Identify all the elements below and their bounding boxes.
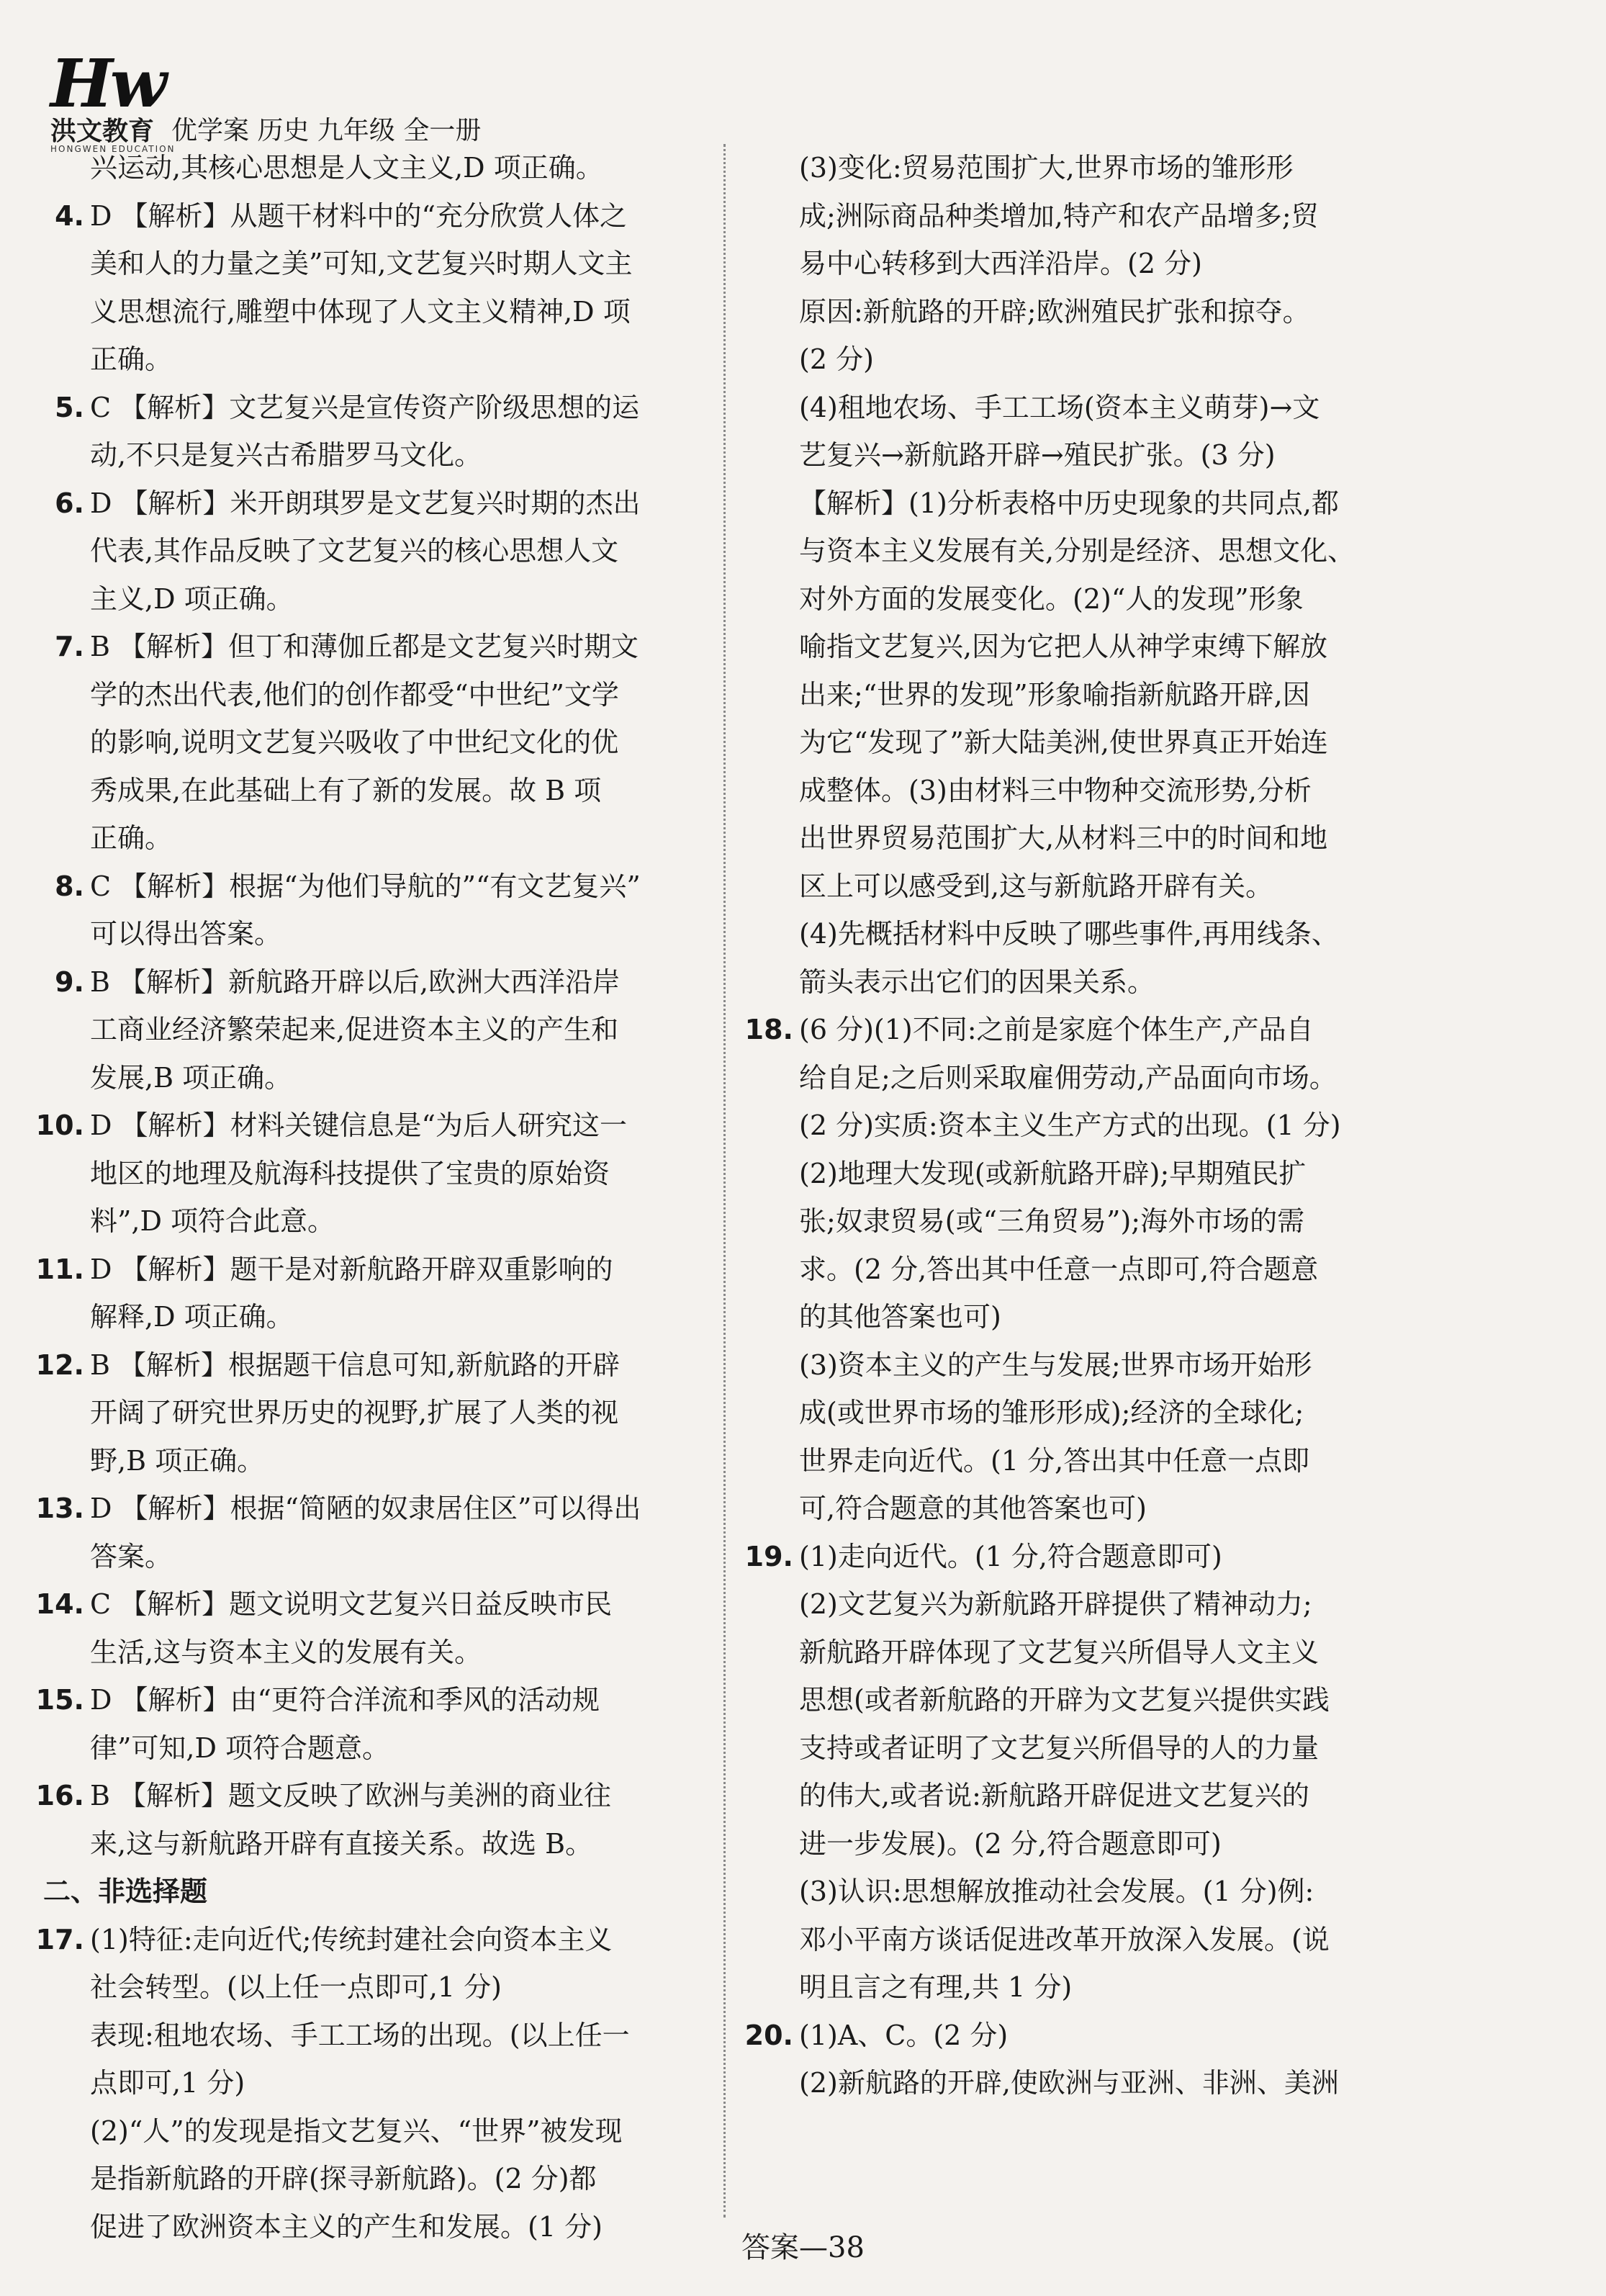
answer-text: D 【解析】材料关键信息是“为后人研究这一 bbox=[90, 1109, 627, 1141]
answer-text: 与资本主义发展有关,分别是经济、思想文化、 bbox=[799, 535, 1355, 567]
answer-text: 是指新航路的开辟(探寻新航路)。(2 分)都 bbox=[90, 2163, 597, 2194]
text-line bbox=[744, 1006, 1476, 1054]
answer-text: 支持或者证明了文艺复兴所倡导的人的力量 bbox=[799, 1732, 1319, 1764]
answer-text: (3)认识:思想解放推动社会发展。(1 分)例: bbox=[799, 1876, 1314, 1907]
text-line bbox=[90, 431, 749, 480]
text-line bbox=[90, 1963, 749, 2012]
text-line bbox=[90, 910, 749, 958]
page-header bbox=[50, 45, 914, 154]
text-line bbox=[90, 814, 749, 863]
answer-text: (2 分) bbox=[799, 343, 874, 375]
text-line bbox=[90, 144, 749, 192]
answer-text: (3)资本主义的产生与发展;世界市场开始形 bbox=[799, 1349, 1312, 1381]
brand-logo: Hw bbox=[50, 45, 165, 122]
text-line bbox=[799, 240, 1476, 288]
text-line bbox=[90, 1820, 749, 1868]
answer-text: (2)新航路的开辟,使欧洲与亚洲、非洲、美洲 bbox=[799, 2067, 1339, 2099]
text-line bbox=[799, 1724, 1476, 1773]
text-line bbox=[799, 1868, 1476, 1916]
text-line bbox=[90, 1150, 749, 1198]
answer-text: 成(或世界市场的雏形形成);经济的全球化; bbox=[799, 1397, 1304, 1428]
text-line bbox=[35, 1916, 749, 1964]
answer-text: 新航路开辟体现了文艺复兴所倡导人文主义 bbox=[799, 1636, 1319, 1668]
answer-text: 进一步发展)。(2 分,符合题意即可) bbox=[799, 1827, 1222, 1860]
text-line bbox=[90, 1054, 749, 1102]
question-number-label: 7. bbox=[55, 631, 84, 662]
answer-text: 来,这与新航路开辟有直接关系。故选 B。 bbox=[90, 1827, 593, 1860]
text-line bbox=[90, 1389, 749, 1437]
answer-text: 求。(2 分,答出其中任意一点即可,符合题意 bbox=[799, 1253, 1319, 1285]
text-line bbox=[90, 288, 749, 336]
question-number-label: 11. bbox=[35, 1253, 84, 1285]
answer-text: 给自足;之后则采取雇佣劳动,产品面向市场。 bbox=[799, 1061, 1337, 1094]
text-line bbox=[799, 1916, 1476, 1964]
text-line bbox=[35, 1341, 749, 1390]
text-line bbox=[799, 1629, 1476, 1677]
text-line bbox=[90, 575, 749, 623]
text-line bbox=[799, 910, 1476, 958]
question-number-label: 12. bbox=[35, 1349, 84, 1381]
text-line bbox=[799, 1772, 1476, 1820]
answer-text: 的影响,说明文艺复兴吸收了中世纪文化的优 bbox=[90, 726, 619, 758]
text-line bbox=[35, 1485, 749, 1533]
answer-text: B 【解析】题文反映了欧洲与美洲的商业往 bbox=[90, 1780, 612, 1811]
answer-text: (4)租地农场、手工工场(资本主义萌芽)→文 bbox=[799, 391, 1320, 423]
left-column bbox=[35, 144, 749, 2251]
text-line bbox=[90, 2059, 749, 2107]
answer-text: 成整体。(3)由材料三中物种交流形势,分析 bbox=[799, 774, 1312, 806]
text-line bbox=[799, 814, 1476, 863]
answer-text: 表现:租地农场、手工工场的出现。(以上任一 bbox=[90, 2019, 630, 2051]
page-number: 答案—38 bbox=[741, 2231, 865, 2264]
question-number-label: 17. bbox=[35, 1923, 84, 1955]
question-number-label: 4. bbox=[55, 199, 84, 232]
text-line bbox=[799, 1437, 1476, 1485]
text-line bbox=[90, 1724, 749, 1773]
answer-text: 思想(或者新航路的开辟为文艺复兴提供实践 bbox=[799, 1684, 1330, 1716]
answer-text: 的伟大,或者说:新航路开辟促进文艺复兴的 bbox=[799, 1780, 1309, 1811]
answer-text: (1)A、C。(2 分) bbox=[799, 2019, 1009, 2051]
text-line bbox=[90, 2155, 749, 2203]
answer-text: D 【解析】根据“简陋的奴隶居住区”可以得出 bbox=[90, 1493, 641, 1524]
text-line bbox=[799, 1150, 1476, 1198]
text-line bbox=[799, 1676, 1476, 1724]
text-line bbox=[799, 1820, 1476, 1868]
question-number-label: 10. bbox=[35, 1109, 84, 1141]
text-line bbox=[90, 1006, 749, 1054]
answer-text: 地区的地理及航海科技提供了宝贵的原始资 bbox=[90, 1157, 610, 1189]
text-line bbox=[799, 288, 1476, 336]
answer-text: B 【解析】但丁和薄伽丘都是文艺复兴时期文 bbox=[90, 631, 639, 662]
text-line bbox=[799, 1293, 1476, 1341]
answer-text: 成;洲际商品种类增加,特产和农产品增多;贸 bbox=[799, 199, 1319, 232]
question-number-label: 19. bbox=[744, 1540, 793, 1572]
answer-text: 答案。 bbox=[90, 1540, 173, 1572]
text-line bbox=[799, 623, 1476, 671]
answer-text: 明且言之有理,共 1 分) bbox=[799, 1971, 1073, 2003]
text-line bbox=[90, 719, 749, 767]
text-line bbox=[90, 527, 749, 575]
question-number-label: 5. bbox=[55, 391, 84, 423]
answer-text: 主义,D 项正确。 bbox=[90, 582, 294, 615]
answer-text: C 【解析】文艺复兴是宣传资产阶级思想的运 bbox=[90, 391, 640, 423]
answer-text: D 【解析】题干是对新航路开辟双重影响的 bbox=[90, 1253, 613, 1285]
answer-text: D 【解析】米开朗琪罗是文艺复兴时期的杰出 bbox=[90, 487, 641, 519]
answer-text: (1)特征:走向近代;传统封建社会向资本主义 bbox=[90, 1923, 613, 1955]
answer-text: 出世界贸易范围扩大,从材料三中的时间和地 bbox=[799, 822, 1328, 854]
question-number-label: 16. bbox=[35, 1780, 84, 1811]
answer-text: 箭头表示出它们的因果关系。 bbox=[799, 965, 1155, 998]
answer-text: 【解析】(1)分析表格中历史现象的共同点,都 bbox=[799, 487, 1339, 519]
question-number-label: 14. bbox=[35, 1588, 84, 1620]
answer-text: B 【解析】根据题干信息可知,新航路的开辟 bbox=[90, 1349, 621, 1381]
answer-text: 律”可知,D 项符合题意。 bbox=[90, 1732, 390, 1764]
answer-text: 为它“发现了”新大陆美洲,使世界真正开始连 bbox=[799, 726, 1328, 758]
text-line bbox=[90, 2012, 749, 2060]
text-line bbox=[799, 1197, 1476, 1246]
text-line bbox=[35, 1246, 749, 1294]
right-column bbox=[744, 144, 1476, 2107]
question-number-label: 6. bbox=[55, 487, 84, 519]
answer-text: 美和人的力量之美”可知,文艺复兴时期人文主 bbox=[90, 248, 633, 279]
text-line bbox=[799, 1485, 1476, 1533]
answer-text: D 【解析】从题干材料中的“充分欣赏人体之 bbox=[90, 199, 627, 232]
text-line bbox=[55, 384, 749, 432]
text-line bbox=[799, 1389, 1476, 1437]
answer-text: (3)变化:贸易范围扩大,世界市场的雏形形 bbox=[799, 152, 1294, 184]
answer-text: C 【解析】根据“为他们导航的”“有文艺复兴” bbox=[90, 870, 641, 902]
text-line bbox=[35, 1580, 749, 1629]
answer-text: 对外方面的发展变化。(2)“人的发现”形象 bbox=[799, 582, 1304, 615]
text-line bbox=[799, 1341, 1476, 1390]
text-line bbox=[799, 863, 1476, 911]
answer-text: 开阔了研究世界历史的视野,扩展了人类的视 bbox=[90, 1397, 619, 1428]
question-number-label: 18. bbox=[744, 1014, 793, 1045]
text-line bbox=[35, 1772, 749, 1820]
book-title: 优学案 历史 九年级 全一册 bbox=[171, 116, 482, 145]
text-line bbox=[799, 575, 1476, 623]
answer-text: 促进了欧洲资本主义的产生和发展。(1 分) bbox=[90, 2210, 603, 2243]
answer-text: (2)“人”的发现是指文艺复兴、“世界”被发现 bbox=[90, 2115, 623, 2147]
answer-text: 代表,其作品反映了文艺复兴的核心思想人文 bbox=[90, 535, 619, 567]
text-line bbox=[55, 863, 749, 911]
answer-text: 生活,这与资本主义的发展有关。 bbox=[90, 1636, 482, 1668]
text-line bbox=[35, 1676, 749, 1724]
text-line bbox=[799, 384, 1476, 432]
answer-text: 易中心转移到大西洋沿岸。(2 分) bbox=[799, 248, 1202, 279]
answer-text: 野,B 项正确。 bbox=[90, 1444, 265, 1477]
answer-text: (2)地理大发现(或新航路开辟);早期殖民扩 bbox=[799, 1157, 1307, 1189]
answer-text: 邓小平南方谈话促进改革开放深入发展。(说 bbox=[799, 1923, 1330, 1955]
question-number-label: 9. bbox=[55, 965, 84, 998]
answer-text: 义思想流行,雕塑中体现了人文主义精神,D 项 bbox=[90, 295, 631, 328]
answer-text: 区上可以感受到,这与新航路开辟有关。 bbox=[799, 870, 1273, 902]
text-line bbox=[799, 1963, 1476, 2012]
answer-text: 张;奴隶贸易(或“三角贸易”);海外市场的需 bbox=[799, 1205, 1305, 1237]
answer-text: 社会转型。(以上任一点即可,1 分) bbox=[90, 1971, 502, 2003]
text-line bbox=[744, 2012, 1476, 2060]
text-line bbox=[90, 1629, 749, 1677]
text-line bbox=[799, 431, 1476, 480]
text-line bbox=[799, 192, 1476, 240]
question-number-label: 20. bbox=[744, 2019, 793, 2051]
text-line bbox=[799, 1054, 1476, 1102]
answer-text: 可以得出答案。 bbox=[90, 918, 282, 950]
text-line bbox=[90, 240, 749, 288]
text-line bbox=[55, 958, 749, 1007]
answer-text: (2)文艺复兴为新航路开辟提供了精神动力; bbox=[799, 1588, 1312, 1620]
answer-text: (1)走向近代。(1 分,符合题意即可) bbox=[799, 1540, 1222, 1572]
answer-text: 解释,D 项正确。 bbox=[90, 1301, 294, 1333]
text-line bbox=[90, 1293, 749, 1341]
answer-text: 艺复兴→新航路开辟→殖民扩张。(3 分) bbox=[799, 439, 1276, 471]
text-line bbox=[90, 1437, 749, 1485]
answer-text: 正确。 bbox=[90, 343, 173, 375]
text-line bbox=[90, 1533, 749, 1581]
text-line bbox=[799, 958, 1476, 1007]
answer-text: (2 分)实质:资本主义生产方式的出现。(1 分) bbox=[799, 1109, 1341, 1141]
answer-text: 秀成果,在此基础上有了新的发展。故 B 项 bbox=[90, 774, 602, 806]
answer-text: (6 分)(1)不同:之前是家庭个体生产,产品自 bbox=[799, 1014, 1314, 1045]
question-number-label: 15. bbox=[35, 1684, 84, 1716]
answer-text: 正确。 bbox=[90, 822, 173, 854]
answer-text: C 【解析】题文说明文艺复兴日益反映市民 bbox=[90, 1588, 613, 1620]
text-line bbox=[799, 767, 1476, 815]
text-line bbox=[90, 1197, 749, 1246]
text-line bbox=[90, 671, 749, 719]
text-line bbox=[55, 480, 749, 528]
text-line bbox=[799, 527, 1476, 575]
text-line bbox=[43, 1868, 749, 1916]
answer-text: 动,不只是复兴古希腊罗马文化。 bbox=[90, 439, 482, 471]
text-line bbox=[799, 336, 1476, 384]
text-line bbox=[799, 1580, 1476, 1629]
column-divider bbox=[723, 144, 726, 2218]
brand-name: 洪文教育 bbox=[50, 116, 155, 146]
text-line bbox=[799, 671, 1476, 719]
answer-text: 世界走向近代。(1 分,答出其中任意一点即 bbox=[799, 1444, 1310, 1477]
question-number-label: 8. bbox=[55, 870, 84, 902]
text-line bbox=[55, 623, 749, 671]
section-heading: 二、非选择题 bbox=[43, 1876, 208, 1907]
text-line bbox=[799, 1102, 1476, 1150]
text-line bbox=[55, 192, 749, 240]
text-line bbox=[90, 2107, 749, 2156]
text-line bbox=[799, 1246, 1476, 1294]
answer-text: 原因:新航路的开辟;欧洲殖民扩张和掠夺。 bbox=[799, 295, 1310, 328]
answer-text: 的其他答案也可) bbox=[799, 1301, 1001, 1333]
answer-text: 兴运动,其核心思想是人文主义,D 项正确。 bbox=[90, 152, 603, 184]
answer-text: 料”,D 项符合此意。 bbox=[90, 1205, 335, 1237]
answer-text: D 【解析】由“更符合洋流和季风的活动规 bbox=[90, 1684, 600, 1716]
text-line bbox=[90, 336, 749, 384]
brand-name-en: HONGWEN EDUCATION bbox=[50, 144, 176, 154]
text-line bbox=[799, 2059, 1476, 2107]
text-line bbox=[90, 767, 749, 815]
answer-text: 点即可,1 分) bbox=[90, 2067, 245, 2099]
text-line bbox=[744, 1533, 1476, 1581]
answer-text: (4)先概括材料中反映了哪些事件,再用线条、 bbox=[799, 918, 1339, 950]
answer-text: 学的杰出代表,他们的创作都受“中世纪”文学 bbox=[90, 678, 619, 711]
answer-text: 工商业经济繁荣起来,促进资本主义的产生和 bbox=[90, 1014, 619, 1045]
answer-text: B 【解析】新航路开辟以后,欧洲大西洋沿岸 bbox=[90, 965, 621, 998]
text-line bbox=[799, 480, 1476, 528]
answer-text: 发展,B 项正确。 bbox=[90, 1061, 292, 1094]
answer-text: 可,符合题意的其他答案也可) bbox=[799, 1493, 1147, 1524]
text-line bbox=[799, 144, 1476, 192]
question-number-label: 13. bbox=[35, 1493, 84, 1524]
text-line bbox=[35, 1102, 749, 1150]
text-line bbox=[799, 719, 1476, 767]
answer-text: 出来;“世界的发现”形象喻指新航路开辟,因 bbox=[799, 678, 1310, 711]
answer-text: 喻指文艺复兴,因为它把人从神学束缚下解放 bbox=[799, 631, 1328, 662]
